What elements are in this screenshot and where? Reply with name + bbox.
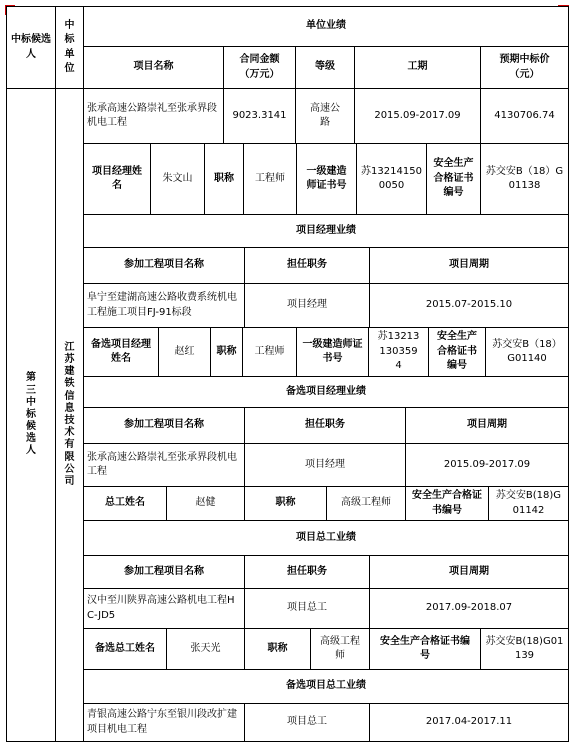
chief-name: 赵健 [195,497,216,509]
pm-perf-period: 2015.07-2015.10 [425,299,513,311]
alt-pm-safety-label: 安全生产合格证书编号 [437,331,477,372]
pm-perf-project: 阜宁至建湖高速公路收费系统机电工程施工项目FJ-91标段 [87,292,237,318]
chief-perf-col-period: 项目周期 [449,565,489,577]
alt-chief-title-label: 职称 [267,642,288,654]
alt-pm-name: 赵红 [174,345,195,357]
header-bid-unit: 中标单位 [64,19,75,74]
col-expected-price: 预期中标价（元） [499,54,550,80]
unit-perf-title: 单位业绩 [306,20,346,32]
alt-pm-perf-period: 2015.09-2017.09 [443,458,531,470]
alt-pm-title-label: 职称 [216,345,237,357]
alt-pm-perf-project: 张承高速公路崇礼至张承界段机电工程 [87,451,237,477]
chief-perf-period: 2017.09-2018.07 [425,602,513,614]
pm-safety-label: 安全生产合格证书编号 [433,158,474,199]
header-candidate: 中标候选人 [11,34,51,60]
unit-contract-amount: 9023.3141 [232,109,287,121]
alt-chief-safety-label: 安全生产合格证书编号 [380,635,470,661]
alt-chief-perf-role: 项目总工 [287,716,327,728]
alt-chief-perf-title: 备选项目总工业绩 [286,680,366,692]
pm-perf-col-project: 参加工程项目名称 [124,259,204,271]
alt-pm-perf-col-period: 项目周期 [467,419,507,431]
unit-expected-price: 4130706.74 [494,109,555,121]
pm-safety: 苏交安B（18）G01138 [485,165,564,191]
chief-perf-role: 项目总工 [287,602,327,614]
alt-pm-safety: 苏交安B（18）G01140 [492,338,562,364]
pm-perf-title: 项目经理业绩 [296,224,356,236]
alt-chief-perf-project: 青银高速公路宁东至银川段改扩建项目机电工程 [87,709,237,735]
chief-perf-col-project: 参加工程项目名称 [124,565,204,577]
alt-chief-name-label: 备选总工姓名 [95,642,155,654]
col-grade: 等级 [315,61,335,73]
pm-perf-col-period: 项目周期 [449,259,489,271]
pm-perf-role: 项目经理 [287,299,327,311]
pm-cert: 苏132141500050 [361,165,422,191]
chief-perf-project: 汉中至川陕界高速公路机电工程HC-JD5 [87,595,235,621]
pm-name: 朱文山 [162,172,193,184]
alt-pm-perf-role: 项目经理 [305,458,345,470]
alt-chief-name: 张天光 [190,642,221,654]
alt-pm-perf-col-role: 担任职务 [305,419,345,431]
chief-title: 高级工程师 [341,497,391,509]
pm-perf-col-role: 担任职务 [287,259,327,271]
col-duration: 工期 [407,61,428,73]
chief-title-label: 职称 [275,497,296,509]
alt-pm-perf-title: 备选项目经理业绩 [286,385,366,397]
alt-chief-perf-period: 2017.04-2017.11 [425,716,513,728]
unit-grade: 高速公路 [310,102,340,128]
pm-name-label: 项目经理姓名 [92,165,142,191]
pm-title-label: 职称 [214,172,234,184]
bid-unit-name: 江 苏 建 铁 信 息 技 术 有 限 公 司 [64,341,75,487]
alt-pm-cert-label: 一级建造师证书号 [302,338,363,364]
chief-safety-label: 安全生产合格证书编号 [412,490,482,516]
alt-pm-title: 工程师 [254,345,285,357]
pm-cert-label: 一级建造师证书号 [306,165,347,191]
alt-pm-perf-col-project: 参加工程项目名称 [124,419,204,431]
unit-duration: 2015.09-2017.09 [374,109,461,121]
alt-pm-name-label: 备选项目经理姓名 [91,338,151,364]
col-project-name: 项目名称 [133,61,174,73]
chief-name-label: 总工姓名 [105,497,145,509]
chief-perf-col-role: 担任职务 [287,565,327,577]
col-contract-amount: 合同金额（万元） [239,54,280,80]
pm-title: 工程师 [255,172,285,184]
candidate-rank: 第 三 中 标 候 选 人 [26,372,36,457]
chief-perf-title: 项目总工业绩 [296,531,356,543]
alt-chief-safety: 苏交安B(18)G01139 [485,635,564,661]
unit-project-name: 张承高速公路崇礼至张承界段机电工程 [87,102,217,128]
alt-chief-title: 高级工程师 [320,635,360,661]
chief-safety: 苏交安B(18)G01142 [495,490,562,516]
alt-pm-cert: 苏132131303594 [377,331,420,372]
